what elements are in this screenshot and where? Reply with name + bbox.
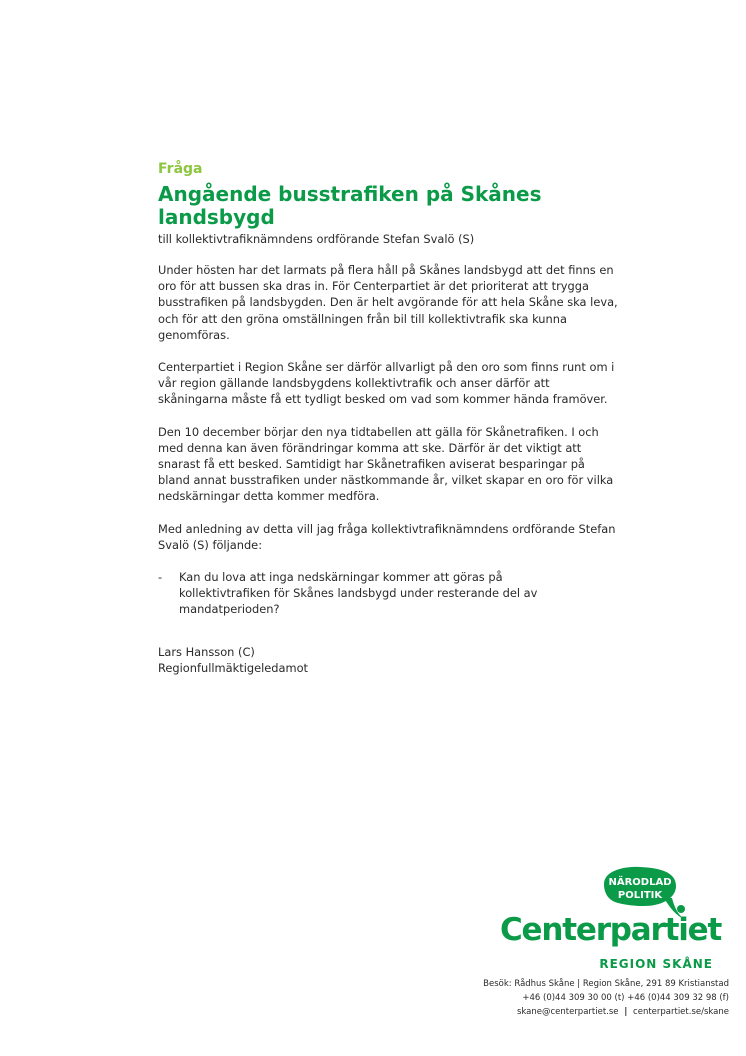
logo-region-label: REGION SKÅNE [599, 957, 713, 971]
contact-info [470, 977, 729, 1019]
question-text: Kan du lova att inga nedskärningar kommer att göras på kollektivtrafiken för Skånes landsbygd under resterande del av mandatperioden? [179, 570, 538, 617]
bullet-dash: - [158, 570, 163, 585]
question-bullet [158, 569, 618, 618]
contact-web-line [470, 1005, 729, 1019]
document-subtitle: till kollektivtrafiknämndens ordförande Stefan Svalö (S) [158, 232, 475, 246]
signature-block [158, 644, 618, 676]
contact-email[interactable]: skane@centerpartiet.se [516, 1007, 619, 1017]
signature-role: Regionfullmäktigeledamot [158, 660, 309, 675]
contact-phone: +46 (0)44 309 30 00 (t) +46 (0)44 309 32 98 (f) [522, 993, 729, 1003]
paragraph-4: Med anledning av detta vill jag fråga kollektivtrafiknämndens ordförande Stefan Svalö (S) följande: [158, 521, 616, 552]
paragraph-2: Centerpartiet i Region Skåne ser därför allvarligt på den oro som finns runt om i vår region gällande landsbygdens kollektivtrafik och anser därför att skåningarna måste få ett tydligt besked om vad som kommer hända framöver. [158, 360, 615, 407]
contact-address: Besök: Rådhus Skåne | Region Skåne, 291 89 Kristianstad [483, 979, 729, 989]
contact-separator: | [624, 1007, 628, 1017]
paragraph-1: Under hösten har det larmats på flera håll på Skånes landsbygd att det finns en oro för att bussen ska dras in. För Centerpartiet är det prioriterat att trygga busstrafiken på landsbygden. Den är helt avgörande för att hela Skåne ska leva, och för att den gröna omställningen från bil till kollektivtrafik ska kunna genomföras. [158, 263, 618, 342]
contact-website[interactable]: centerpartiet.se/skane [633, 1007, 729, 1017]
document-body [158, 262, 618, 676]
signature-name: Lars Hansson (C) [158, 644, 255, 659]
bubble-text-line-2: POLITIK [617, 890, 663, 901]
bubble-text-line-1: NÄRODLAD [608, 877, 672, 888]
centerpartiet-logo: Centerpartiet [500, 912, 722, 948]
document-kicker: Fråga [158, 161, 203, 177]
document-title: Angående busstrafiken på Skånes landsbygd [158, 182, 542, 229]
paragraph-3: Den 10 december börjar den nya tidtabellen att gälla för Skånetrafiken. I och med denna kan även förändringar komma att ske. Därför är det viktigt att snarast få ett besked. Samtidigt har Skånetrafiken aviserat besparingar på bland annat busstrafiken under nästkommande år, vilket skapar en oro för vilka nedskärningar detta kommer medföra. [158, 424, 614, 504]
